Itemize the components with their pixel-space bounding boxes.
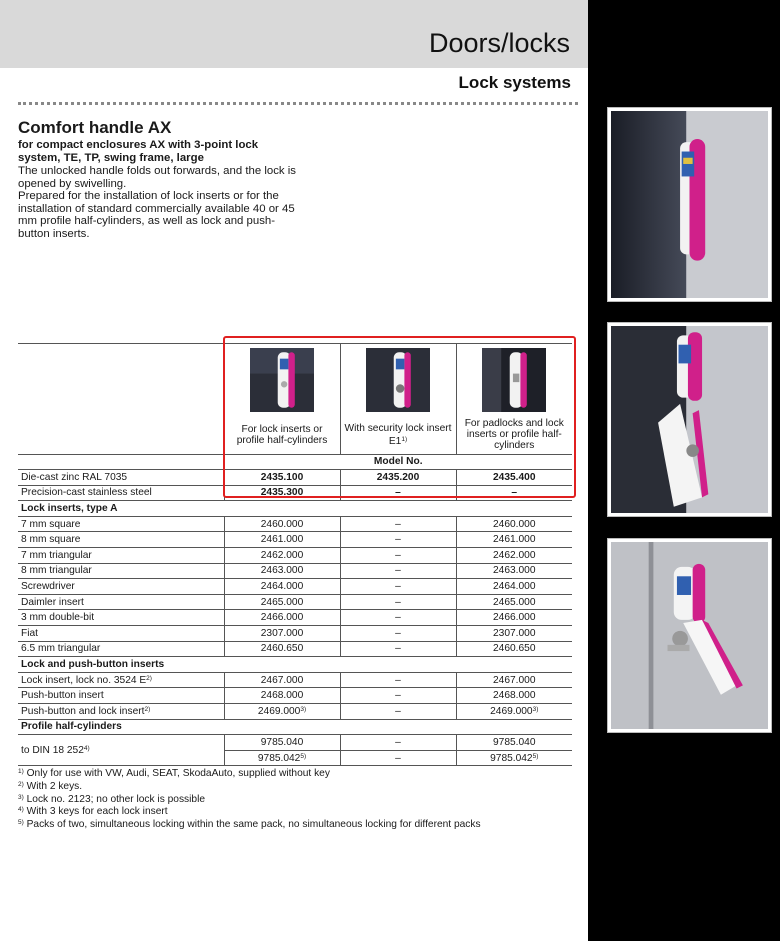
handle-lock-insert-thumb xyxy=(250,348,314,412)
row-label: Screwdriver xyxy=(18,579,224,595)
row-value: 2466.000 xyxy=(456,610,572,626)
row-value: 2461.000 xyxy=(456,532,572,548)
row-value: 2467.000 xyxy=(224,672,340,688)
row-label: 6.5 mm triangular xyxy=(18,641,224,657)
row-label: Push-button and lock insert$^{2)}$ xyxy=(18,704,224,720)
row-value: 2469.000$^{3)}$ xyxy=(456,704,572,720)
row-value: – xyxy=(340,532,456,548)
handle-padlock-thumb xyxy=(482,348,546,412)
caption-padlocks: For padlocks and lock inserts or profile half-cylinders xyxy=(456,416,572,454)
table-row xyxy=(18,548,572,564)
handle-with-key-photo xyxy=(607,538,772,733)
footnote: $^{3)}$ Lock no. 2123; no other lock is possible xyxy=(18,793,206,805)
row-value: 2460.000 xyxy=(224,516,340,532)
footnote: $^{5)}$ Packs of two, simultaneous locking within the same pack, no simultaneous locking for different packs xyxy=(18,819,481,831)
row-value: 2307.000 xyxy=(224,626,340,642)
lock-insert-rows xyxy=(18,516,572,656)
table-row xyxy=(18,626,572,642)
table-row xyxy=(18,594,572,610)
row-value: 2469.000$^{3)}$ xyxy=(224,704,340,720)
footnote: $^{4)}$ With 3 keys for each lock insert xyxy=(18,806,168,818)
row-value: 2464.000 xyxy=(456,579,572,595)
group-header-push-button: Lock and push-button inserts xyxy=(18,657,572,673)
row-value: – xyxy=(340,672,456,688)
row-label: 8 mm triangular xyxy=(18,563,224,579)
row-value: – xyxy=(340,548,456,564)
table-row: Precision-cast stainless steel 2435.300 – – xyxy=(18,485,572,501)
row-value: – xyxy=(340,704,456,720)
row-value: 2463.000 xyxy=(456,563,572,579)
row-value: – xyxy=(340,516,456,532)
product-image-row xyxy=(18,344,572,417)
row-value: – xyxy=(340,626,456,642)
product-installation-note: Prepared for the installation of lock inserts or for the installation of standard commercially available 40 or 45 mm profile half-cylinders, as well as lock and push-button inserts. xyxy=(18,190,295,240)
subsection-title: Lock systems xyxy=(458,73,571,92)
row-value: – xyxy=(340,688,456,704)
row-value: 2460.650 xyxy=(224,641,340,657)
group-header-lock-inserts: Lock inserts, type A xyxy=(18,501,572,517)
row-value: 2460.650 xyxy=(456,641,572,657)
row-value: 2462.000 xyxy=(456,548,572,564)
model-no-header: Model No. xyxy=(224,454,572,470)
row-label: Lock insert, lock no. 3524 $E^{2)}$ xyxy=(18,672,224,688)
table-row: 9785.042$^{5)}$ – 9785.042$^{5)}$ xyxy=(18,750,572,766)
row-label: 7 mm triangular xyxy=(18,548,224,564)
table-row: to DIN 18 252$^{4)}$ 9785.040 – 9785.040 xyxy=(18,735,572,751)
table-row xyxy=(18,672,572,688)
photo-panel xyxy=(588,0,780,941)
footnotes xyxy=(18,767,481,831)
row-label: Daimler insert xyxy=(18,594,224,610)
handle-security-lock-thumb xyxy=(366,348,430,412)
row-label: Fiat xyxy=(18,626,224,642)
row-value: 2460.000 xyxy=(456,516,572,532)
footnote: $^{1)}$ Only for use with VW, Audi, SEAT, SkodaAuto, supplied without key xyxy=(18,768,330,779)
table-row xyxy=(18,579,572,595)
footnote: $^{2)}$ With 2 keys. xyxy=(18,780,83,792)
table-row xyxy=(18,704,572,720)
row-label: 3 mm double-bit xyxy=(18,610,224,626)
table-row xyxy=(18,563,572,579)
row-value: 2468.000 xyxy=(224,688,340,704)
table-row: Die-cast zinc RAL 7035 2435.100 2435.200 2435.400 xyxy=(18,470,572,486)
row-value: 2307.000 xyxy=(456,626,572,642)
column-caption-row xyxy=(18,416,572,454)
table-row xyxy=(18,610,572,626)
row-value: – xyxy=(340,563,456,579)
table-row xyxy=(18,516,572,532)
row-value: 2467.000 xyxy=(456,672,572,688)
cylinder-label: to DIN 18 252$^{4)}$ xyxy=(18,735,224,766)
caption-security-lock: With security lock insert E1$^{1)}$ xyxy=(340,416,456,454)
row-value: 2466.000 xyxy=(224,610,340,626)
row-label: 7 mm square xyxy=(18,516,224,532)
section-title: Doors/locks xyxy=(428,28,570,58)
row-value: – xyxy=(340,641,456,657)
table-row xyxy=(18,532,572,548)
row-value: 2468.000 xyxy=(456,688,572,704)
caption-lock-inserts: For lock inserts or profile half-cylinders xyxy=(224,416,340,454)
header-divider xyxy=(18,102,578,105)
group-header-cylinders: Profile half-cylinders xyxy=(18,719,572,735)
table-row xyxy=(18,688,572,704)
row-value: 2465.000 xyxy=(456,594,572,610)
spec-table xyxy=(18,343,572,766)
product-title: Comfort handle AX xyxy=(18,118,172,137)
row-value: 2463.000 xyxy=(224,563,340,579)
product-subtitle: for compact enclosures AX with 3-point lock system, TE, TP, swing frame, large xyxy=(18,139,259,164)
row-value: 2465.000 xyxy=(224,594,340,610)
row-value: – xyxy=(340,610,456,626)
handle-open-photo xyxy=(607,322,772,517)
row-value: – xyxy=(340,594,456,610)
push-button-rows xyxy=(18,672,572,719)
row-value: 2464.000 xyxy=(224,579,340,595)
row-value: – xyxy=(340,579,456,595)
row-label: Push-button insert xyxy=(18,688,224,704)
model-header-row xyxy=(18,454,572,470)
handle-closed-photo xyxy=(607,107,772,302)
row-label: 8 mm square xyxy=(18,532,224,548)
table-row xyxy=(18,641,572,657)
product-description: The unlocked handle folds out forwards, and the lock is opened by swivelling. xyxy=(18,165,296,190)
row-value: 2462.000 xyxy=(224,548,340,564)
row-value: 2461.000 xyxy=(224,532,340,548)
